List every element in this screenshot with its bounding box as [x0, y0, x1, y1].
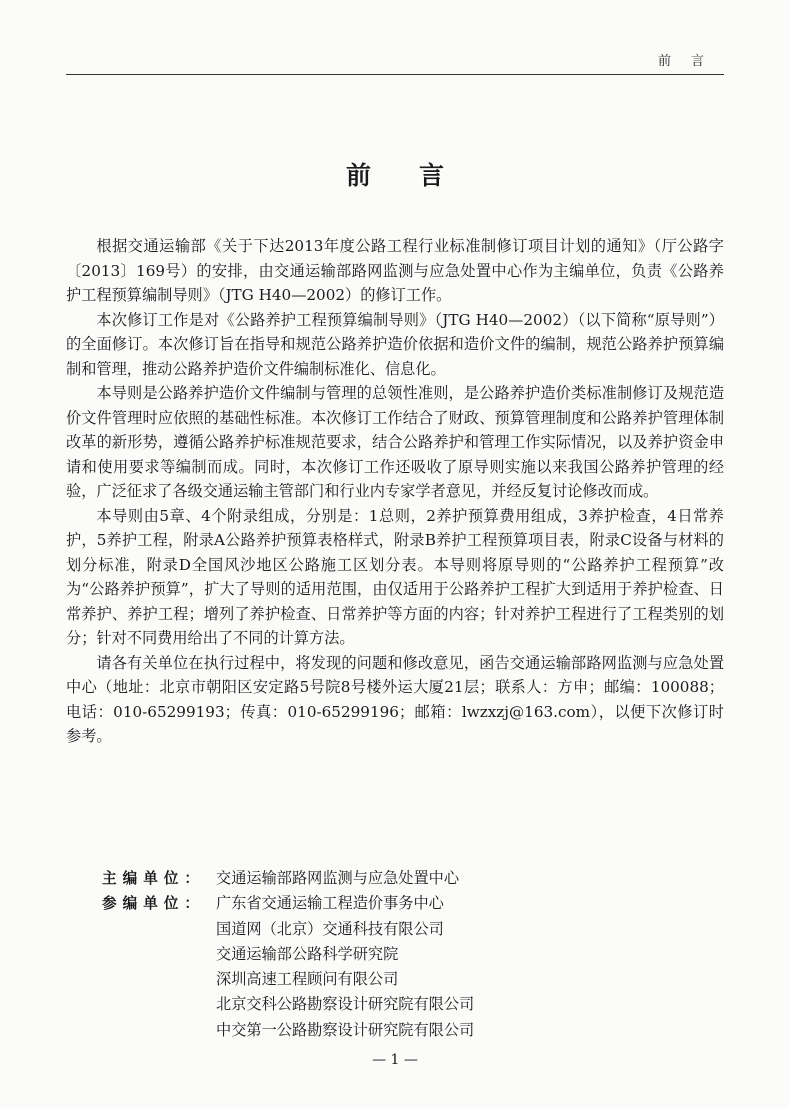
page-number: — 1 —: [372, 1052, 418, 1068]
page-title: 前言: [345, 161, 492, 190]
participating-unit: 北京交科公路勘察设计研究院有限公司: [216, 995, 475, 1014]
chief-editor-row: [66, 866, 724, 891]
running-head: 前言: [657, 54, 724, 69]
participating-unit: 交通运输部公路科学研究院: [216, 944, 399, 963]
chief-editor-unit: 交通运输部路网监测与应急处置中心: [216, 869, 459, 887]
preface-body: [66, 234, 724, 749]
participating-unit: 深圳高速工程顾问有限公司: [216, 970, 399, 989]
participating-unit: 广东省交通运输工程造价事务中心: [216, 894, 444, 913]
paragraph: 根据交通运输部《关于下达2013年度公路工程行业标准制修订项目计划的通知》（厅公路字〔2013〕169号）的安排，由交通运输部路网监测与应急处置中心作为主编单位，负责《公路养护工程预算编制导则》（JTG H40—2002）的修订工作。: [66, 237, 724, 304]
paragraph: 本次修订工作是对《公路养护工程预算编制导则》（JTG H40—2002）（以下简称“原导则”）的全面修订。本次修订旨在指导和规范公路养护造价依据和造价文件的编制，规范公路养护预算编制和管理，推动公路养护造价文件编制标准化、信息化。: [66, 310, 724, 378]
participating-units-list: [216, 891, 724, 1043]
header-rule: [66, 74, 724, 75]
chief-editor-label: 主编单位：: [102, 870, 205, 887]
paragraph: 本导则是公路养护造价文件编制与管理的总领性准则，是公路养护造价类标准制修订及规范造价文件管理时应依照的基础性标准。本次修订工作结合了财政、预算管理制度和公路养护管理体制改革的新形势，遵循公路养护标准规范要求，结合公路养护和管理工作实际情况，以及养护资金申请和使用要求等编制而成。同时，本次修订工作还吸收了原导则实施以来我国公路养护管理的经验，广泛征求了各级交通运输主管部门和行业内专家学者意见，并经反复讨论修改而成。: [66, 384, 724, 500]
paragraph: 本导则由5章、4个附录组成，分别是：1总则，2养护预算费用组成，3养护检查，4日常养护，5养护工程，附录A公路养护预算表格样式，附录B养护工程预算项目表，附录C设备与材料的划分标准，附录D全国风沙地区公路施工区划分表。本导则将原导则的“公路养护工程预算”改为“公路养护预算”，扩大了导则的适用范围，由仅适用于公路养护工程扩大到适用于养护检查、日常养护、养护工程；增列了养护检查、日常养护等方面的内容；针对养护工程进行了工程类别的划分；针对不同费用给出了不同的计算方法。: [66, 506, 724, 647]
participating-unit: 国道网（北京）交通科技有限公司: [216, 919, 444, 938]
participating-unit: 中交第一公路勘察设计研究院有限公司: [216, 1020, 475, 1039]
credits-block: [66, 866, 724, 1043]
participating-units-label: 参编单位：: [102, 895, 205, 913]
participating-units-row: [66, 891, 724, 1043]
paragraph: 请各有关单位在执行过程中，将发现的问题和修改意见，函告交通运输部路网监测与应急处置中心（地址：北京市朝阳区安定路5号院8号楼外运大厦21层；联系人：方申；邮编：100088；电话：010-65299193；传真：010-65299196；邮箱：lwzxzj@163.com），以便下次修订时参考。: [66, 653, 724, 745]
